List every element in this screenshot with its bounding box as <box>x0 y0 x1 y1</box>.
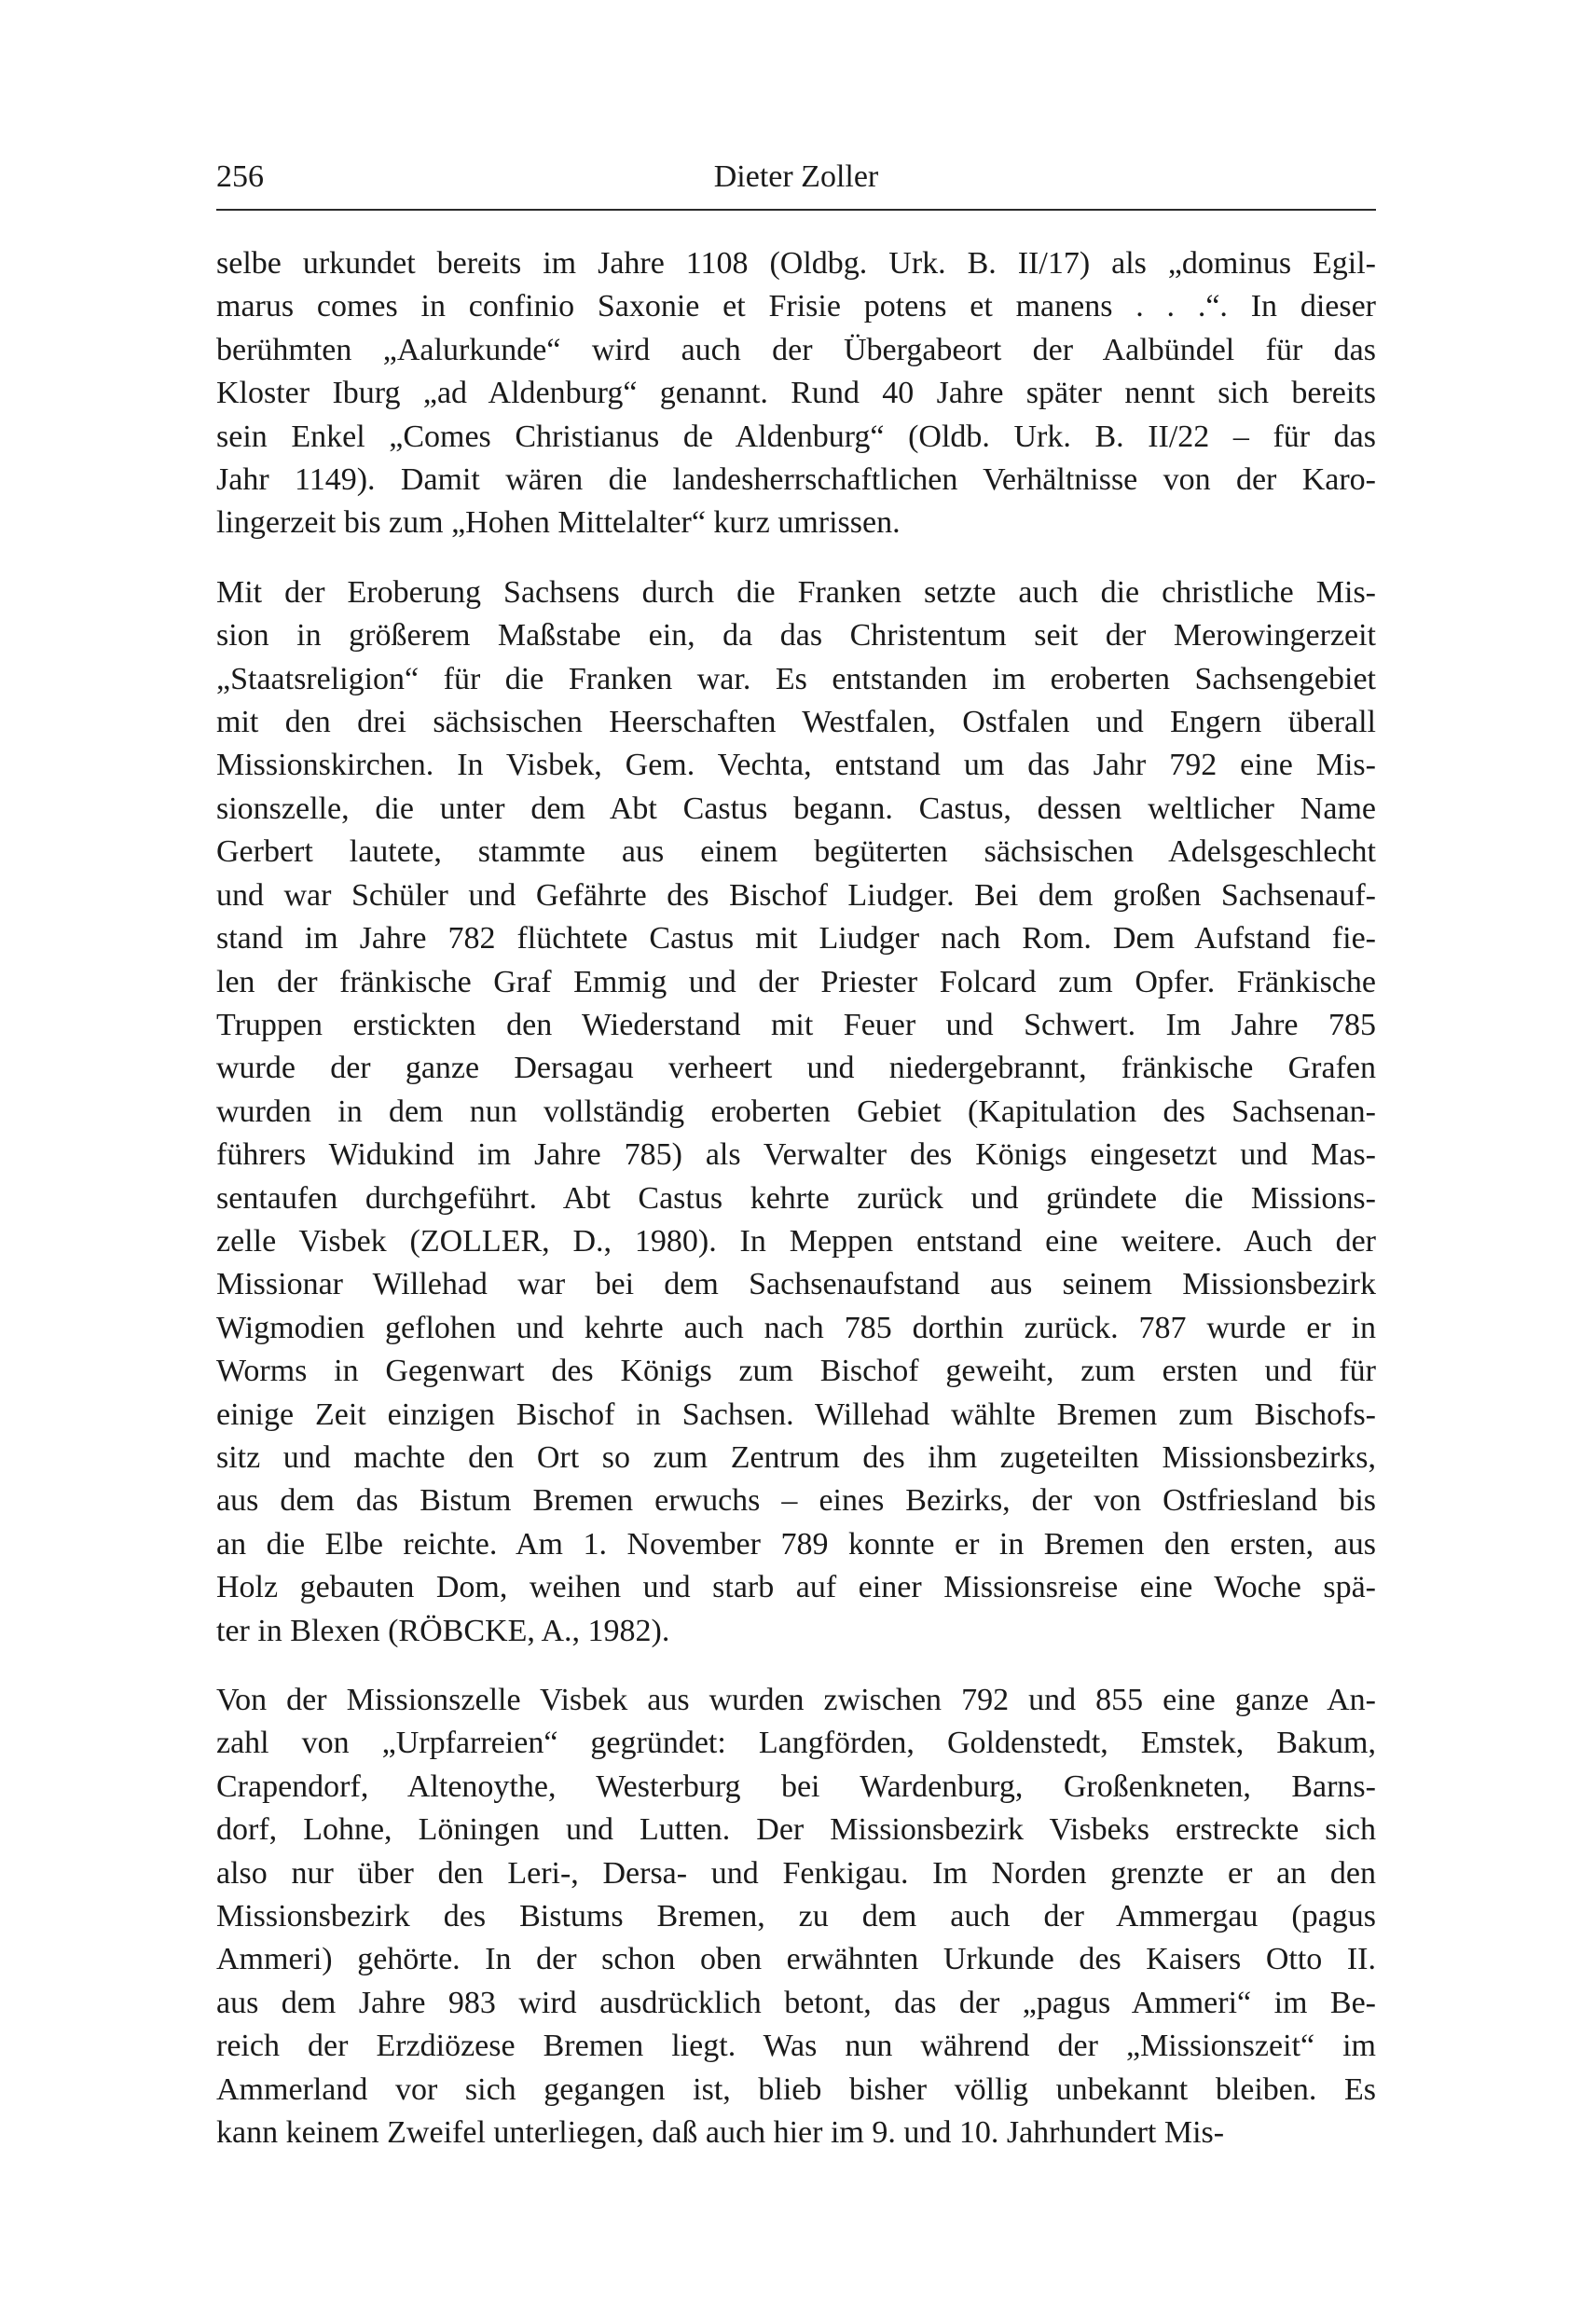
body-text <box>216 242 1376 2181</box>
text-line: an die Elbe reichte. Am 1. November 789 konnte er in Bremen den ersten, aus <box>216 1526 1376 1562</box>
text-line: marus comes in confinio Saxonie et Frisie potens et manens . . .“. In dieser <box>216 289 1376 324</box>
text-line: Ammerland vor sich gegangen ist, blieb bisher völlig unbekannt bleiben. Es <box>216 2071 1376 2107</box>
text-line: wurden in dem nun vollständig eroberten Gebiet (Kapitulation des Sachsenan- <box>216 1094 1376 1129</box>
text-line: Holz gebauten Dom, weihen und starb auf einer Missionsreise eine Woche spä- <box>216 1570 1376 1605</box>
text-line: also nur über den Leri-, Dersa- und Fenkigau. Im Norden grenzte er an den <box>216 1855 1376 1891</box>
text-line: aus dem das Bistum Bremen erwuchs – eines Bezirks, der von Ostfriesland bis <box>216 1483 1376 1519</box>
text-line: lingerzeit bis zum „Hohen Mittelalter“ kurz umrissen. <box>216 505 901 541</box>
text-line: sion in größerem Maßstabe ein, da das Christentum seit der Merowingerzeit <box>216 618 1376 654</box>
text-line: Missionsbezirk des Bistums Bremen, zu dem auch der Ammergau (pagus <box>216 1899 1376 1934</box>
text-line: Worms in Gegenwart des Königs zum Bischof geweiht, zum ersten und für <box>216 1354 1376 1389</box>
text-line: einige Zeit einzigen Bischof in Sachsen. Willehad wählte Bremen zum Bischofs- <box>216 1397 1376 1432</box>
page-number: 256 <box>216 159 264 194</box>
text-line: wurde der ganze Dersagau verheert und niedergebrannt, fränkische Grafen <box>216 1051 1376 1086</box>
text-line: Von der Missionszelle Visbek aus wurden zwischen 792 und 855 eine ganze An- <box>216 1683 1376 1717</box>
text-line: Ammeri) gehörte. In der schon oben erwähnten Urkunde des Kaisers Otto II. <box>216 1942 1376 1977</box>
text-line: Gerbert lautete, stammte aus einem begüterten sächsischen Adelsgeschlecht <box>216 834 1376 870</box>
text-line: sentaufen durchgeführt. Abt Castus kehrte zurück und gründete die Missions- <box>216 1180 1376 1216</box>
text-line: sein Enkel „Comes Christianus de Aldenburg“ (Oldb. Urk. B. II/22 – für das <box>216 419 1376 454</box>
text-line: aus dem Jahre 983 wird ausdrücklich betont, das der „pagus Ammeri“ im Be- <box>216 1985 1376 2020</box>
paragraph <box>216 242 1376 545</box>
text-line: Crapendorf, Altenoythe, Westerburg bei Wardenburg, Großenkneten, Barns- <box>216 1768 1376 1804</box>
text-line: mit den drei sächsischen Heerschaften Westfalen, Ostfalen und Engern überall <box>216 705 1376 740</box>
text-line: sitz und machte den Ort so zum Zentrum des ihm zugeteilten Missionsbezirks, <box>216 1439 1376 1475</box>
text-line: reich der Erzdiözese Bremen liegt. Was nun während der „Missionszeit“ im <box>216 2029 1376 2064</box>
text-line: selbe urkundet bereits im Jahre 1108 (Oldbg. Urk. B. II/17) als „dominus Egil- <box>216 246 1376 281</box>
text-line: Kloster Iburg „ad Aldenburg“ genannt. Rund 40 Jahre später nennt sich bereits <box>216 376 1376 411</box>
running-title: Dieter Zoller <box>713 159 879 194</box>
text-line: ter in Blexen (RÖBCKE, A., 1982). <box>216 1613 670 1648</box>
text-line: Missionar Willehad war bei dem Sachsenaufstand aus seinem Missionsbezirk <box>216 1267 1376 1302</box>
text-line: und war Schüler und Gefährte des Bischof Liudger. Bei dem großen Sachsenauf- <box>216 877 1376 913</box>
text-line: „Staatsreligion“ für die Franken war. Es entstanden im eroberten Sachsengebiet <box>216 661 1376 696</box>
text-line: Jahr 1149). Damit wären die landesherrschaftlichen Verhältnisse von der Karo- <box>216 462 1376 498</box>
text-line: berühmten „Aalurkunde“ wird auch der Übergabeort der Aalbündel für das <box>216 332 1376 367</box>
text-line: kann keinem Zweifel unterliegen, daß auch hier im 9. und 10. Jahrhundert Mis- <box>216 2115 1225 2151</box>
header-rule <box>216 209 1376 211</box>
text-line: dorf, Lohne, Löningen und Lutten. Der Missionsbezirk Visbeks erstreckte sich <box>216 1812 1376 1848</box>
text-line: len der fränkische Graf Emmig und der Priester Folcard zum Opfer. Fränkische <box>216 964 1376 999</box>
text-line: Mit der Eroberung Sachsens durch die Franken setzte auch die christliche Mis- <box>216 574 1376 610</box>
text-line: Missionskirchen. In Visbek, Gem. Vechta, entstand um das Jahr 792 eine Mis- <box>216 748 1376 783</box>
paragraph <box>216 571 1376 1653</box>
text-line: führers Widukind im Jahre 785) als Verwalter des Königs eingesetzt und Mas- <box>216 1137 1376 1173</box>
paragraph <box>216 1679 1376 2154</box>
text-line: stand im Jahre 782 flüchtete Castus mit Liudger nach Rom. Dem Aufstand fie- <box>216 921 1376 956</box>
text-line: sionszelle, die unter dem Abt Castus begann. Castus, dessen weltlicher Name <box>216 791 1376 826</box>
text-line: Wigmodien geflohen und kehrte auch nach 785 dorthin zurück. 787 wurde er in <box>216 1310 1376 1345</box>
text-line: zelle Visbek (ZOLLER, D., 1980). In Meppen entstand eine weitere. Auch der <box>216 1223 1376 1259</box>
text-line: Truppen erstickten den Wiederstand mit Feuer und Schwert. Im Jahre 785 <box>216 1007 1376 1042</box>
running-header <box>216 157 1376 198</box>
text-line: zahl von „Urpfarreien“ gegründet: Langförden, Goldenstedt, Emstek, Bakum, <box>216 1726 1376 1761</box>
